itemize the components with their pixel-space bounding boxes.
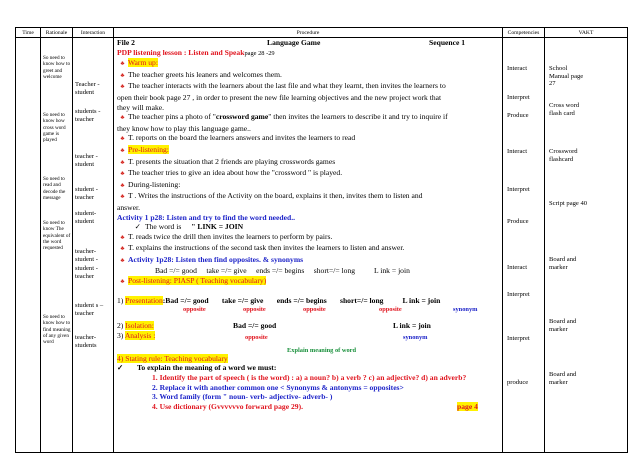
page-number: page 4 (457, 401, 478, 411)
vakt-item: Crossword flashcard (549, 148, 578, 163)
bullet-icon: ♣ (120, 147, 125, 154)
sequence-label: Sequence 1 (429, 38, 466, 47)
competency-item: Produce (507, 218, 529, 225)
relation-label: opposite (379, 306, 402, 314)
game-label: Language Game (267, 38, 321, 47)
bullet-icon: ♣ (120, 234, 125, 241)
header-vakt: VAKT (545, 28, 628, 38)
relation-label: opposite (183, 306, 206, 314)
vakt-item: Script page 40 (549, 200, 588, 207)
pairs-line: Bad =/= good take =/= give ends =/= begins short=/= long L ink = join (155, 266, 410, 276)
procedure-line: they will make. (117, 102, 165, 112)
explain-row (117, 342, 500, 354)
lesson-plan-table (15, 27, 628, 453)
checkmark-icon: ✓ (117, 363, 124, 373)
rationale-cell (41, 38, 73, 453)
content-row (16, 38, 628, 453)
vakt-item: School Manual page 27 (549, 65, 584, 88)
rationale-item: So need to know The equivalent of the word requested (43, 220, 71, 252)
vakt-item: Cross word flash card (549, 102, 580, 117)
activity-2-heading: ♣ Activity 1p28: Listen then find opposites. & synonyms (117, 255, 500, 267)
file-label: File 2 (117, 38, 135, 47)
rule-3: 3. Word family (form " noun- verb- adjective- adverb- ) (152, 392, 333, 402)
competency-item: Interpret (507, 291, 530, 298)
header-row (16, 28, 628, 38)
header-rationale: Rationale (41, 28, 73, 38)
header-time: Time (16, 28, 41, 38)
competency-item: Interpret (507, 94, 530, 101)
rationale-item: So need to know how cross word game is played (43, 112, 66, 144)
explain-intro: ✓ To explain the meaning of a word we must: (117, 363, 277, 373)
relation-label: synonym (453, 306, 478, 314)
interaction-item: Teacher -student (75, 81, 100, 97)
procedure-line: they know how to play this language game.. (117, 123, 251, 133)
analysis-line: 3) Analysis : opposite synonym (117, 331, 500, 342)
rule-4: 4. Use dictionary (Gvvvvvvo forward page 29). page 4 (152, 401, 478, 411)
procedure-header (117, 38, 500, 48)
procedure-line: ♣ T. presents the situation that 2 friends are playing crosswords games (117, 157, 500, 169)
header-competencies: Competencies (503, 28, 545, 38)
bullet-icon: ♣ (120, 182, 125, 189)
checkmark-icon: ✓ (134, 222, 141, 232)
procedure-line: ♣ The teacher pins a photo of "crossword game" then invites the learners to describe it and try to inquire if (117, 112, 500, 124)
bullet-icon: ♣ (120, 279, 125, 286)
interaction-cell (73, 38, 114, 453)
bullet-icon: ♣ (120, 257, 125, 264)
relation-label: opposite (303, 306, 326, 314)
interaction-item: teacher- student - student -teacher (75, 248, 98, 281)
bullet-icon: ♣ (120, 159, 125, 166)
presentation-line: 1) Presentation:Bad =/= good take =/= give ends =/= begins short=/= long L ink = join (117, 295, 441, 305)
opposite-labels (117, 305, 500, 315)
bullet-icon: ♣ (120, 171, 125, 178)
procedure-line: ♣ T . Writes the instructions of the Activity on the board, explains it then, invites them to listen and (117, 191, 500, 203)
during-listening-heading: ♣ During-listening: (117, 180, 500, 192)
vakt-item: Board and marker (549, 256, 577, 271)
procedure-line: ♣ The teacher tries to give an idea about how the "crossword " is played. (117, 168, 500, 180)
procedure-line: open their book page 27 , in order to present the new file learning objectives and the new project work that (117, 92, 442, 102)
competency-item: Interact (507, 264, 528, 271)
procedure-line: ♣ T. reads twice the drill then invites the learners to perform by pairs. (117, 232, 500, 244)
procedure-cell (114, 38, 503, 453)
interaction-item: student- student (75, 210, 97, 226)
bullet-icon: ♣ (120, 115, 125, 122)
competency-item: Interpret (507, 186, 530, 193)
competencies-cell (503, 38, 545, 453)
rule-1: 1. Identify the part of speech ( is the word) : a) a noun? b) a verb ? c) an adjective? d) an adverb? (152, 373, 467, 383)
warm-up-heading: ♣ Warm up: (117, 58, 500, 70)
interaction-item: students - teacher (75, 108, 101, 124)
procedure-line: ♣ The teacher interacts with the learners about the last file and what they learnt, then invites the learners to (117, 81, 500, 93)
interaction-item: student -teacher (75, 186, 98, 202)
activity-1-heading: Activity 1 p28: Listen and try to find the word needed.. (117, 212, 296, 222)
lesson-title: PDP listening lesson : Listen and Speakpage 28 -29 (117, 47, 275, 57)
competency-item: Produce (507, 112, 529, 119)
header-interaction: Interaction (73, 28, 114, 38)
bullet-icon: ♣ (120, 61, 125, 68)
vakt-item: Board and marker (549, 371, 577, 386)
word-line: ✓ The word is " LINK = JOIN (117, 222, 500, 232)
interaction-item: teacher - student (75, 153, 98, 169)
interaction-item: student s – teacher (75, 302, 104, 318)
procedure-line: ♣ T. reports on the board the learners answers and invites the learners to read (117, 133, 500, 145)
bullet-icon: ♣ (120, 246, 125, 253)
procedure-line: ♣ The teacher greets his leaners and welcomes them. (117, 70, 500, 82)
competency-item: Interact (507, 148, 528, 155)
procedure-line: answer. (117, 202, 140, 212)
pre-listening-heading: ♣ Pre-listening: (117, 145, 500, 157)
bullet-icon: ♣ (120, 72, 125, 79)
rationale-item: So need to know how to greet and welcome (43, 55, 71, 80)
vakt-cell (545, 38, 628, 453)
stating-rule-heading: 4) Stating rule: Teaching vocabulary (117, 353, 228, 363)
competency-item: produce (507, 379, 529, 386)
interaction-item: teacher- students (75, 334, 97, 350)
time-cell (16, 38, 41, 453)
rationale-item: So need to read and decode the message (43, 176, 66, 201)
competency-item: Interact (507, 65, 528, 72)
relation-label: opposite (243, 306, 266, 314)
rationale-item: So need to know how to find meaning of any given word (43, 314, 71, 346)
vakt-item: Board and marker (549, 318, 577, 333)
post-listening-heading: ♣ Post-listening: PIASP ( Teaching vocabulary) (117, 276, 500, 288)
explain-label: Explain meaning of word (287, 346, 357, 354)
bullet-icon: ♣ (120, 136, 125, 143)
bullet-icon: ♣ (120, 194, 125, 201)
header-procedure: Procedure (114, 28, 503, 38)
competency-item: Interpret (507, 335, 530, 342)
procedure-line: ♣ T. explains the instructions of the second task then invites the learners to listen and answer. (117, 243, 500, 255)
bullet-icon: ♣ (120, 84, 125, 91)
isolation-line: 2) Isolation: Bad =/= good L ink = join (117, 321, 431, 331)
rule-2: 2. Replace it with another common one < Synonyms & antonyms = opposites> (152, 382, 404, 392)
